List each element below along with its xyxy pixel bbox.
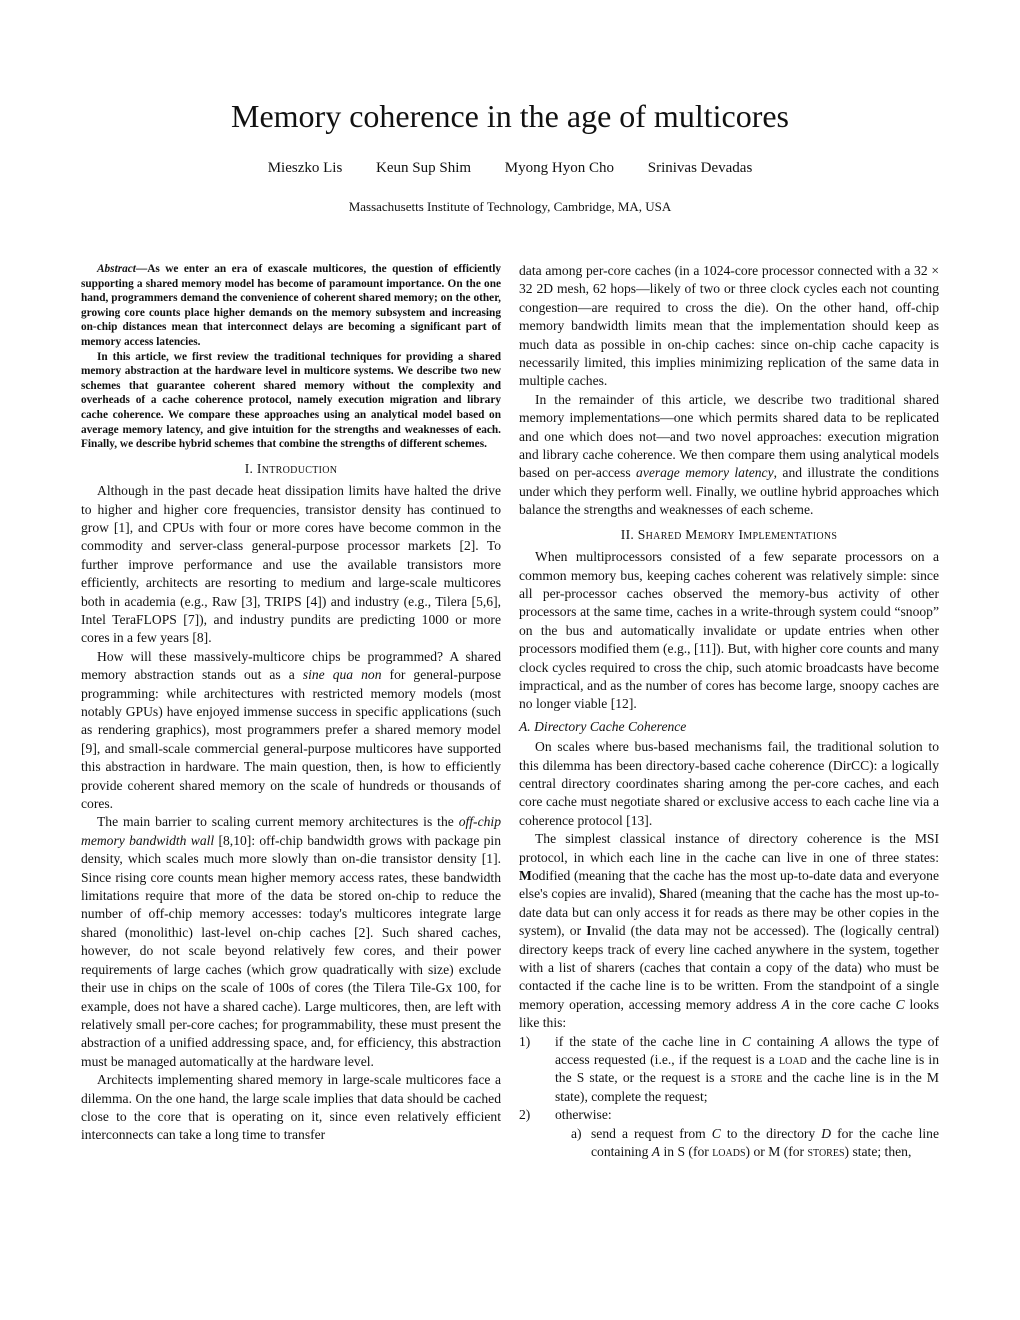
intro-paragraph-3: The main barrier to scaling current memory architectures is the off-chip memory bandwidth wall [8,10]: off-chip bandwidth grows with package pin density, which scales much more slowly than on-die transistor density [1]. Since rising core counts mean higher memory access rates, these bandwidth limitations require that more of the data be stored on-chip to reduce the number of off-chip memory accesses: today's multicores integrate large shared (monolithic) last-level on-chip caches [2]. Such shared caches, however, do not scale beyond relatively few cores, and their power requirements of large caches (which grow quadratically with size) exclude their use in chips on the scale of 100s of cores (the Tilera Tile-Gx 100, for example, does not have a shared cache). Large multicores, then, are left with relatively small per-core caches; for programmability, these must present the abstraction of a unified addressing space, and, for efficiency, this abstraction must be managed automatically at the hardware level. xyxy=(81,814,502,1069)
left-column xyxy=(81,262,501,1145)
intro-paragraph-4-continued: data among per-core caches (in a 1024-core processor connected with a 32 × 32 2D mesh, 62 hops—likely of two or three clock cycles each not counting congestion—are required to cross the die). On the other hand, off-chip memory bandwidth limits mean that the implementation should keep as much data as possible in on-chip caches: since on-chip cache capacity is necessarily limited, this implies minimizing replication of the same data in multiple caches. xyxy=(519,263,939,389)
author-list xyxy=(0,158,1020,178)
intro-paragraph-1: Although in the past decade heat dissipation limits have halted the drive to higher and higher core frequencies, transistor density has continued to grow [1], and CPUs with four or more cores have become common in the commodity and server-class general-purpose processor markets [2]. To further improve performance and use the available transistors more efficiently, architects are resorting to medium and large-scale multicores both in academia (e.g., Raw [3], TRIPS [4]) and industry (e.g., Tilera [5,6], Intel TeraFLOPS [7]), and industry pundits are predicting 1000 or more cores in a few years [8]. xyxy=(81,483,501,646)
author-2: Keun Sup Shim xyxy=(376,160,472,176)
affiliation: Massachusetts Institute of Technology, Cambridge, MA, USA xyxy=(348,199,672,214)
subsection-heading-directory: A. Directory Cache Coherence xyxy=(519,718,687,734)
shared-paragraph-1: When multiprocessors consisted of a few separate processors on a common memory bus, keeping caches coherent was relatively simple: since all per-processor caches observed the memory-bus activity of other processors at the same time, caches in a write-through system could “snoop” on the bus and automatically invalidate or update entries when other processors modified them (e.g., [11]). But, with higher core counts and many clock cycles required to cross the chip, such atomic broadcasts have become impractical, and as the number of cores has become large, snoopy caches are no longer viable [12]. xyxy=(519,549,939,712)
intro-paragraph-4: Architects implementing shared memory in large-scale multicores face a dilemma. On the one hand, the large scale implies that data should be cached close to the core that is operating on it, since even relatively efficient interconnects can take a long time to transfer xyxy=(81,1072,501,1143)
shared-paragraph-3: The simplest classical instance of directory coherence is the MSI protocol, in which each line in the cache can live in one of three states: Modified (meaning that the cache has the most up-to-date data and everyone else's copies are invalid), Shared (meaning that the cache has the most up-to-date data but can only access it for reads as there may be other copies in the system), or Invalid (the data may not be accessed). The (logically central) directory keeps track of every line cached anywhere in the system, together with a list of sharers (caches that contain a copy of the data) who must be contacted if the cache line is to be written. From the standpoint of a single memory operation, accessing memory address A in the core cache C looks like this: xyxy=(519,831,939,1031)
right-column xyxy=(519,262,939,1162)
author-4: Srinivas Devadas xyxy=(647,160,753,176)
abstract-paragraph-2: In this article, we first review the traditional techniques for providing a shared memory abstraction at the hardware level in multicore systems. We describe two new schemes that guarantee coherent shared memory without the complexity and overheads of a cache coherence protocol, namely execution migration and library cache coherence. We compare these approaches using an analytical model based on average memory latency, and give intuition for the strengths and weaknesses of each. Finally, we describe hybrid schemes that combine the strengths of different schemes. xyxy=(81,350,501,451)
sub-steps-list xyxy=(555,1125,939,1162)
list-item: 2) otherwise: a) send a request from C to the directory D for the cache line containing A in S (for loads) or M (for stores) state; then, xyxy=(555,1106,939,1161)
list-item: a) send a request from C to the directory D for the cache line containing A in S (for loads) or M (for stores) state; then, xyxy=(571,1125,939,1160)
section-heading-shared-memory: II. Shared Memory Implementations xyxy=(620,526,838,542)
list-item: 1) if the state of the cache line in C containing A allows the type of access requested (i.e., if the request is a load and the cache line is in the S state, or the request is a store and the cache line is in the M state), complete the request; xyxy=(519,1033,939,1104)
abstract-paragraph-1: Abstract—As we enter an era of exascale multicores, the question of efficiently supporting a shared memory model has become of paramount importance. On the one hand, programmers demand the convenience of coherent shared memory; on the other, growing core counts place higher demands on the memory subsystem and increasing on-chip distances mean that interconnect delays are becoming a significant part of memory access latencies. xyxy=(81,263,501,348)
access-steps-list xyxy=(519,1033,939,1162)
shared-paragraph-2: On scales where bus-based mechanisms fail, the traditional solution to this dilemma has been directory-based cache coherence (DirCC): a logically central directory coordinates sharing among the per-core caches, and each core cache must negotiate shared or exclusive access to each cache line via a coherence protocol [13]. xyxy=(519,739,939,828)
author-3: Myong Hyon Cho xyxy=(504,160,614,176)
intro-paragraph-5: In the remainder of this article, we describe two traditional shared memory implementations—one which permits shared data to be replicated and one which does not—and two novel approaches: execution migration and library cache coherence. We then compare them using analytical models based on per-access average memory latency, and illustrate the conditions under which they perform well. Finally, we outline hybrid approaches which balance the strengths and weaknesses of each scheme. xyxy=(519,391,939,518)
intro-paragraph-2: How will these massively-multicore chips be programmed? A shared memory abstraction stands out as a sine qua non for general-purpose programming: while architectures with restricted memory models (most notably GPUs) have enjoyed immense success in specific applications (such as rendering graphics), most programmers prefer a shared memory model [9], and small-scale commercial general-purpose multicores have supported this abstraction in hardware. The main question, then, is how to efficiently provide coherent shared memory on the scale of hundreds or thousands of cores. xyxy=(81,648,501,812)
paper-title: Memory coherence in the age of multicores xyxy=(231,98,789,134)
author-1: Mieszko Lis xyxy=(267,160,343,176)
abstract xyxy=(81,262,501,452)
section-heading-introduction: I. Introduction xyxy=(244,460,338,476)
abstract-lead: Abstract xyxy=(97,263,136,275)
